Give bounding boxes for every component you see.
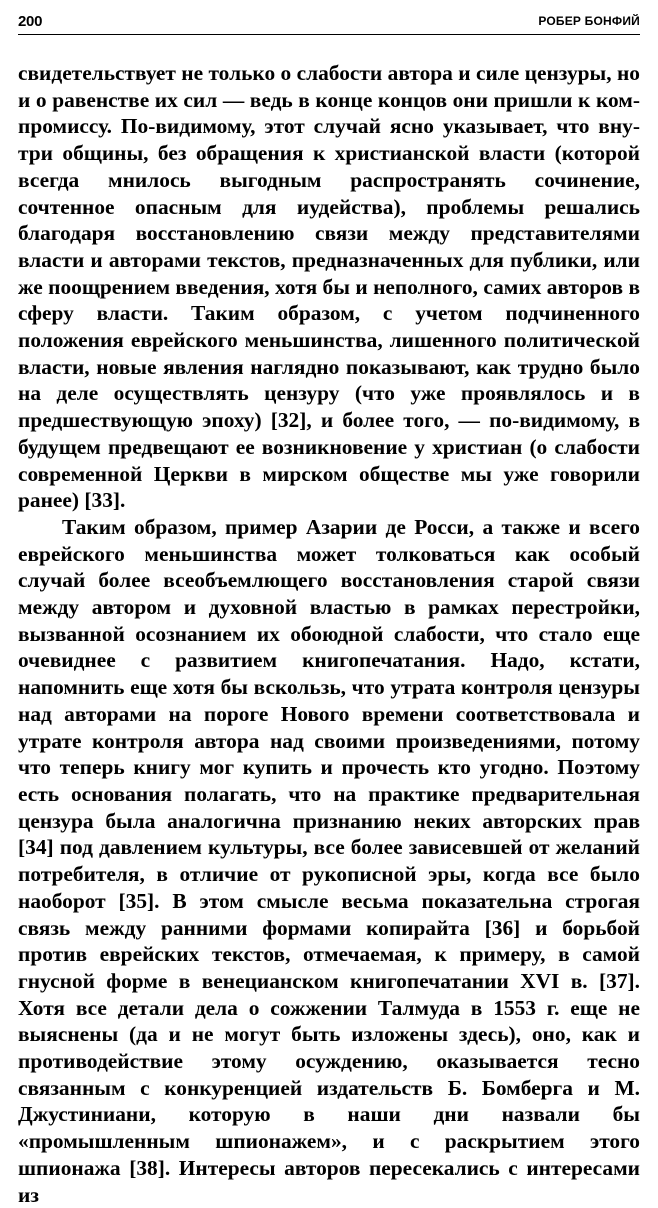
page-number: 200 <box>18 13 43 30</box>
running-head: РОБЕР БОНФИЙ <box>538 14 640 28</box>
paragraph-continued: свидетельствует не только о слабости автора и силе цензуры, но и о равенстве их сил — ведь в конце концов они пришли к компромиссу. По-видимому, этот случай ясно указывает, что внутри общины, без обращения к христианской власти (которой всегда мнилось выгодным распространять сочинение, сочтенное опасным для иудейства), проблемы решались благодаря восстановлению связи между представителями власти и авторами текстов, предназначенных для публики, или же поощрением введения, хотя бы и неполного, самих авторов в сферу власти. Таким образом, с учетом подчиненного положения еврейского меньшинства, лишенного политической власти, новые явления наглядно показывают, как трудно было на деле осуществлять цензуру (что уже проявлялось и в предшествующую эпоху) [32], и более того, — по-видимому, в будущем предвещают ее возникновение у христиан (о слабости современной Церкви в мирском обществе мы уже говорили ранее) [33]. <box>18 61 640 513</box>
page-header <box>18 10 640 35</box>
paragraph: Таким образом, пример Азарии де Росси, а также и всего еврейского меньшинства может толковаться как особый случай более всеобъемлющего восстановления старой связи между автором и духовной властью в рамках перестройки, вызванной осознанием их обоюдной слабости, что стало еще очевиднее с развитием книгопечатания. Надо, кстати, напомнить еще хотя бы вскользь, что утрата контроля цензуры над авторами на пороге Нового времени соответствовала и утрате контроля автора над своими произведениями, потому что теперь книгу мог купить и прочесть кто угодно. Поэтому есть основания полагать, что на практике предварительная цензура была аналогична признанию неких авторских прав [34] под давлением культуры, все более зависевшей от желаний потребителя, в отличие от рукописной эры, когда все было наоборот [35]. В этом смысле весьма показательна строгая связь между ранними формами копирайта [36] и борьбой против еврейских текстов, отмечаемая, к примеру, в самой гнусной форме в венецианском книгопечатании XVI в. [37]. Хотя все детали дела о сожжении Талмуда в 1553 г. еще не выяснены (да и не могут быть изложены здесь), оно, как и противодействие этому осуждению, оказывается тесно связанным с конкуренцией издательств Б. Бомберга и М. Джустиниани, которую в наши дни назвали бы «промышленным шпионажем», и с раскрытием этого шпионажа [38]. Интересы авторов пересекались с интересами из <box>18 514 640 1207</box>
body-text <box>18 60 640 1208</box>
